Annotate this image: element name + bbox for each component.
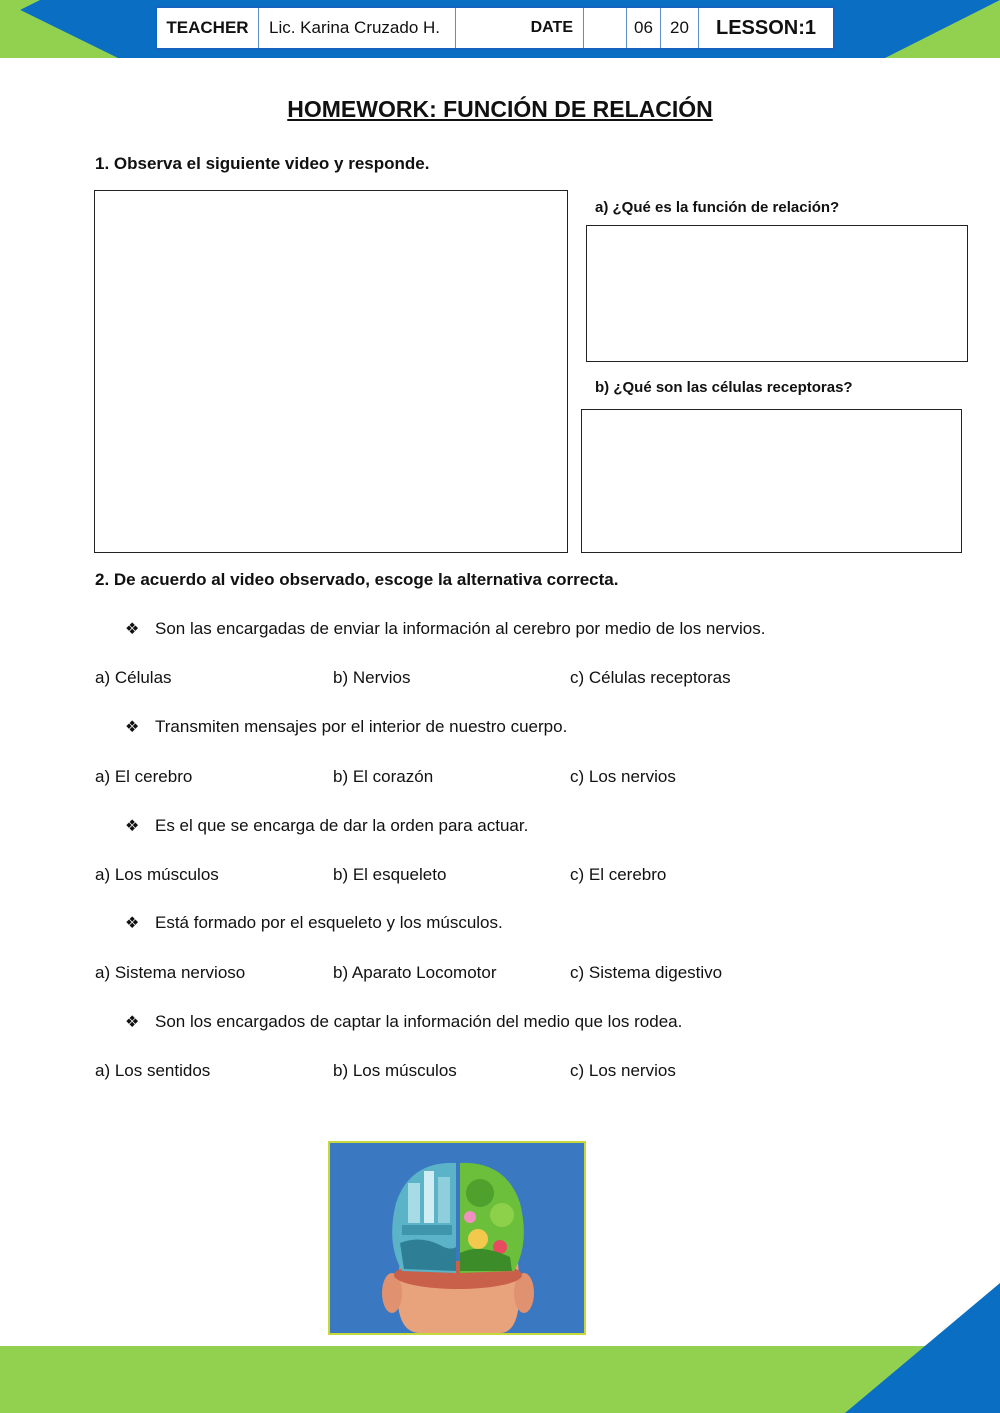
teacher-name: Lic. Karina Cruzado H. <box>259 8 456 48</box>
date-day[interactable] <box>584 8 627 48</box>
footer-corner-triangle <box>845 1283 1000 1413</box>
bullet-diamond-icon: ❖ <box>125 621 140 638</box>
question-item <box>125 1012 682 1032</box>
question-text: Son los encargados de captar la información del medio que los rodea. <box>155 1012 683 1031</box>
bullet-diamond-icon: ❖ <box>125 1014 140 1031</box>
option-b[interactable]: b) Aparato Locomotor <box>333 963 497 982</box>
section2-heading: 2. De acuerdo al video observado, escoge la alternativa correcta. <box>95 570 619 589</box>
lesson-label: LESSON:1 <box>715 16 817 39</box>
brain-illustration <box>328 1141 586 1335</box>
page-title: HOMEWORK: FUNCIÓN DE RELACIÓN <box>287 96 713 122</box>
option-a[interactable]: a) El cerebro <box>95 767 193 786</box>
option-b[interactable]: b) El corazón <box>333 767 434 786</box>
question-item <box>125 619 765 639</box>
answer-a-box[interactable] <box>586 225 968 362</box>
date-month: 06 <box>627 8 661 48</box>
question-item <box>125 717 567 737</box>
section1-heading: 1. Observa el siguiente video y responde. <box>95 154 430 173</box>
option-a[interactable]: a) Células <box>95 668 172 687</box>
option-c[interactable]: c) Células receptoras <box>570 668 731 687</box>
answer-b-box[interactable] <box>581 409 962 553</box>
option-a[interactable]: a) Los músculos <box>95 865 219 884</box>
question-a-label: a) ¿Qué es la función de relación? <box>595 199 840 216</box>
question-item <box>125 913 503 933</box>
option-a[interactable]: a) Los sentidos <box>95 1061 211 1080</box>
option-b[interactable]: b) Nervios <box>333 668 411 687</box>
question-item <box>125 816 528 836</box>
bullet-diamond-icon: ❖ <box>125 915 140 932</box>
option-b[interactable]: b) Los músculos <box>333 1061 457 1080</box>
option-c[interactable]: c) Los nervios <box>570 1061 676 1080</box>
question-b-label: b) ¿Qué son las células receptoras? <box>595 379 853 396</box>
header-table <box>155 6 835 50</box>
question-text: Transmiten mensajes por el interior de nuestro cuerpo. <box>155 717 568 736</box>
option-c[interactable]: c) Los nervios <box>570 767 676 786</box>
date-label: DATE <box>456 8 584 48</box>
question-text: Es el que se encarga de dar la orden para actuar. <box>155 816 529 835</box>
option-a[interactable]: a) Sistema nervioso <box>95 963 246 982</box>
question-text: Está formado por el esqueleto y los músculos. <box>155 913 503 932</box>
teacher-label: TEACHER <box>157 8 259 48</box>
option-b[interactable]: b) El esqueleto <box>333 865 447 884</box>
question-text: Son las encargadas de enviar la información al cerebro por medio de los nervios. <box>155 619 766 638</box>
option-c[interactable]: c) El cerebro <box>570 865 667 884</box>
option-c[interactable]: c) Sistema digestivo <box>570 963 723 982</box>
video-box[interactable] <box>94 190 568 553</box>
brain-icon <box>330 1143 584 1333</box>
bullet-diamond-icon: ❖ <box>125 818 140 835</box>
date-year: 20 <box>661 8 699 48</box>
bullet-diamond-icon: ❖ <box>125 719 140 736</box>
